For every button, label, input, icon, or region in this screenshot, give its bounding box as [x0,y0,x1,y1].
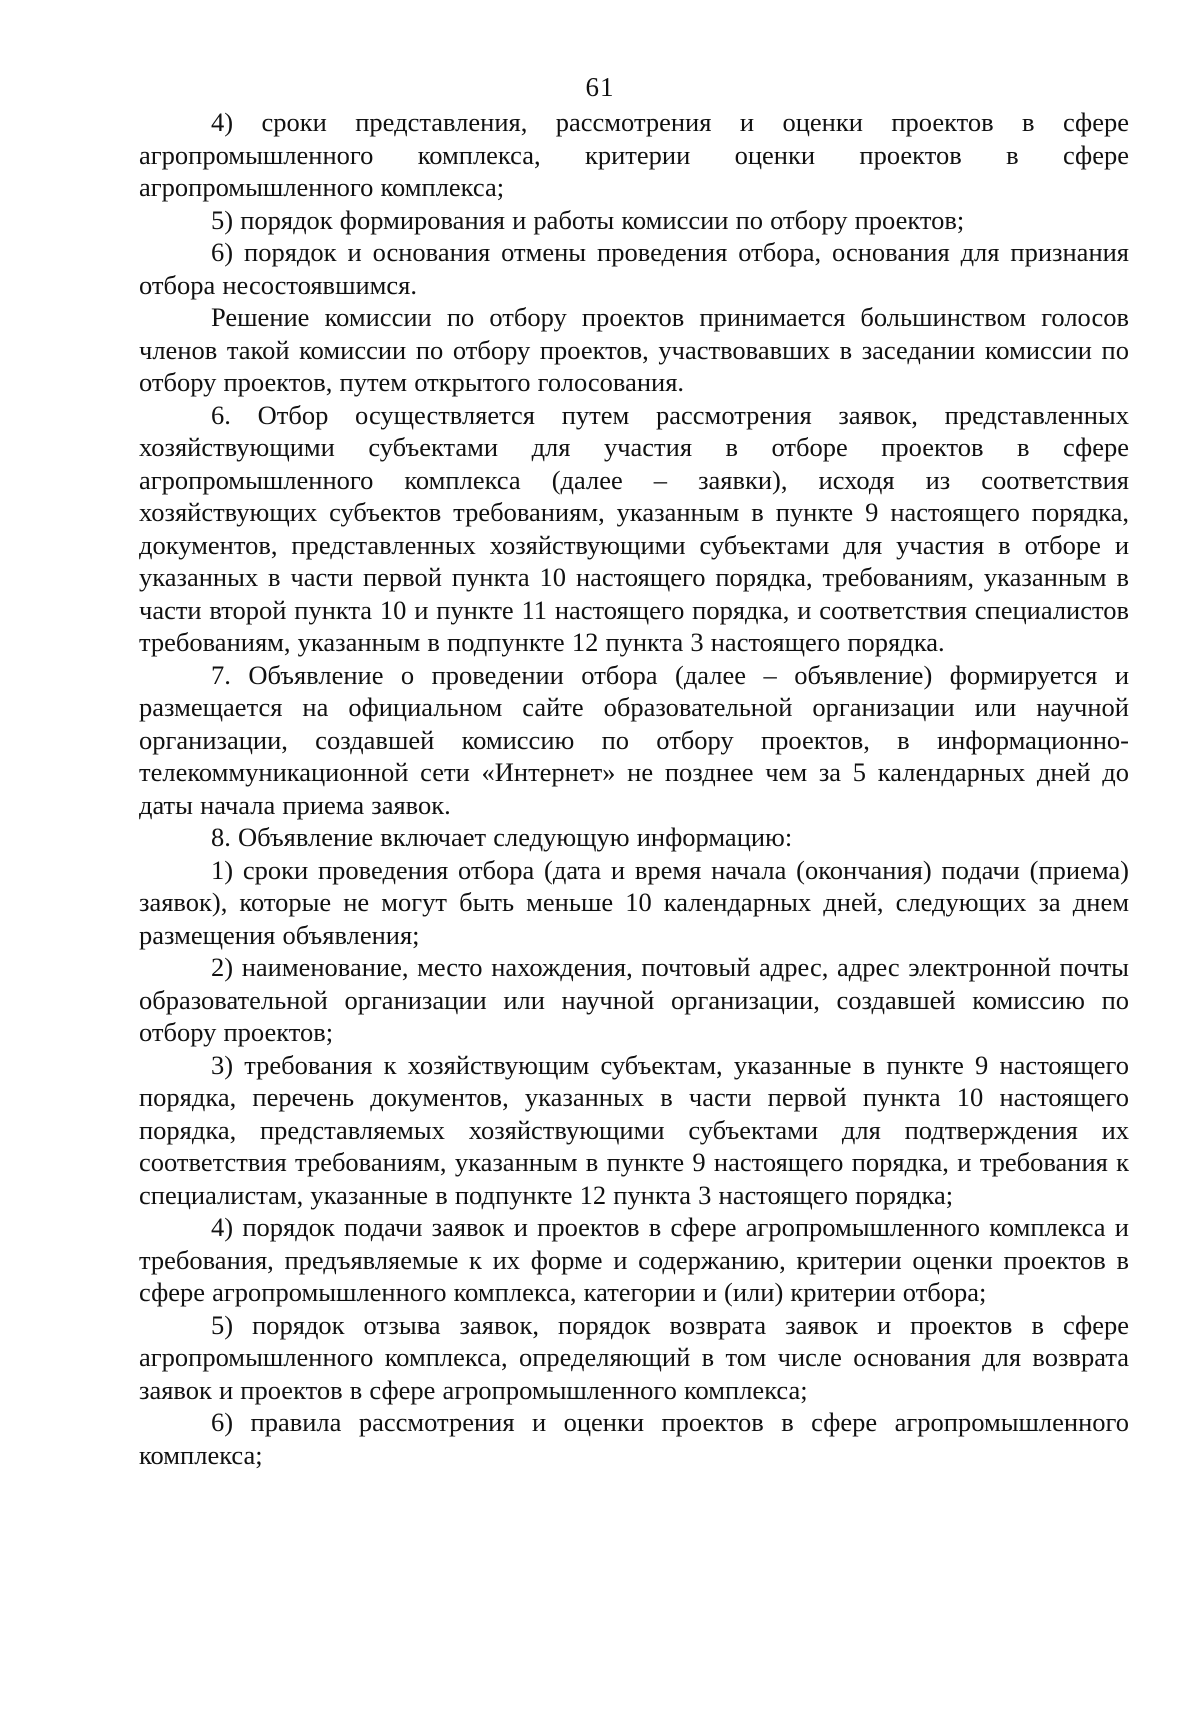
paragraph-item-5-commission-procedure: 5) порядок формирования и работы комиссии по отбору проектов; [211,204,965,235]
paragraph-item-5-withdrawal-procedure: 5) порядок отзыва заявок, порядок возврата заявок и проектов в сфере агропромышленного комплекса, определяющий в том числе основания для возврата заявок и проектов в сфере агропромышленного комплекса; [139,1309,1129,1405]
paragraph-item-3-requirements: 3) требования к хозяйствующим субъектам, указанные в пункте 9 настоящего порядка, перечень документов, указанных в части первой пункта 10 настоящего порядка, представляемых хозяйствующими субъектами для подтверждения их соответствия требованиям, указанным в пункте 9 настоящего порядка, и требования к специалистам, указанные в подпункте 12 пункта 3 настоящего порядка; [139,1049,1129,1210]
paragraph-item-4-submission-procedure: 4) порядок подачи заявок и проектов в сфере агропромышленного комплекса и требования, предъявляемые к их форме и содержанию, критерии оценки проектов в сфере агропромышленного комплекса, категории и (или) критерии отбора; [139,1212,1129,1307]
paragraph-commission-decision: Решение комиссии по отбору проектов принимается большинством голосов членов такой комиссии по отбору проектов, участвовавших в заседании комиссии по отбору проектов, путем открытого голосования. [139,302,1129,397]
paragraph-section-7-announcement: 7. Объявление о проведении отбора (далее – объявление) формируется и размещается на официальном сайте образовательной организации или научной организации, создавшей комиссию по отбору проектов, в информационно-телекоммуникационной сети «Интернет» не позднее чем за 5 календарных дней до даты начала приема заявок. [139,659,1129,820]
paragraph-item-6-evaluation-rules: 6) правила рассмотрения и оценки проектов в сфере агропромышленного комплекса; [139,1407,1129,1470]
paragraph-section-6-selection: 6. Отбор осуществляется путем рассмотрения заявок, представленных хозяйствующими субъектами для участия в отборе проектов в сфере агропромышленного комплекса (далее – заявки), исходя из соответствия хозяйствующих субъектов требованиям, указанным в пункте 9 настоящего порядка, документов, представленных хозяйствующими субъектами для участия в отборе и указанных в части первой пункта 10 настоящего порядка, требованиям, указанным в части второй пункта 10 и пункте 11 настоящего порядка, и соответствия специалистов требованиям, указанным в подпункте 12 пункта 3 настоящего порядка. [139,399,1129,657]
paragraph-item-6-cancellation-grounds: 6) порядок и основания отмены проведения отбора, основания для признания отбора несостоявшимся. [139,237,1129,300]
paragraph-item-1-selection-dates: 1) сроки проведения отбора (дата и время начала (окончания) подачи (приема) заявок), которые не могут быть меньше 10 календарных дней, следующих за днем размещения объявления; [139,854,1129,950]
page-number: 61 [585,72,615,102]
document-body [139,106,1129,1471]
paragraph-section-8-announcement-contents: 8. Объявление включает следующую информацию: [211,822,793,852]
paragraph-item-4-deadlines: 4) сроки представления, рассмотрения и оценки проектов в сфере агропромышленного комплекса, критерии оценки проектов в сфере агропромышленного комплекса; [139,107,1129,202]
paragraph-item-2-organization-details: 2) наименование, место нахождения, почтовый адрес, адрес электронной почты образовательной организации или научной организации, создавшей комиссию по отбору проектов; [139,952,1129,1047]
